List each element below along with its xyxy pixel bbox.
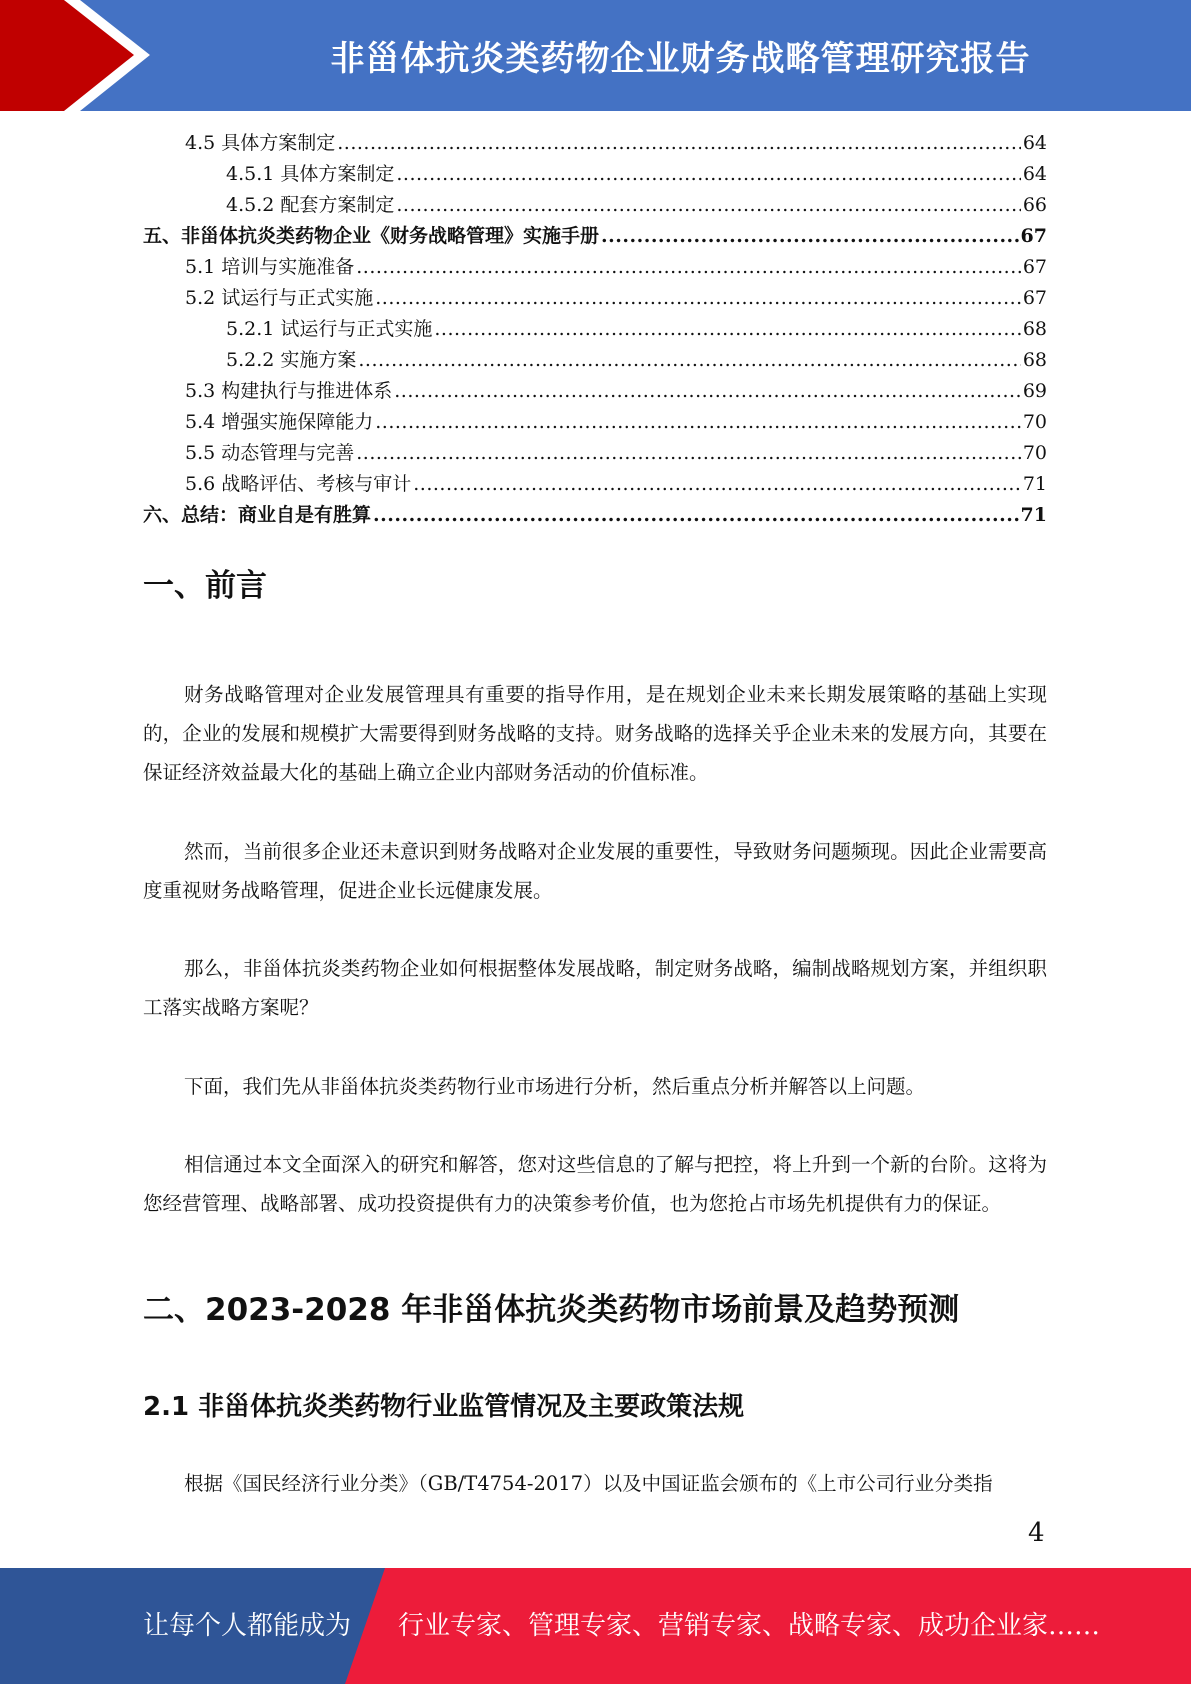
paragraph: 根据《国民经济行业分类》（GB/T4754-2017）以及中国证监会颁布的《上市公司行业分类指 (184, 1472, 993, 1495)
paragraph: 然而，当前很多企业还未意识到财务战略对企业发展的重要性，导致财务问题频现。因此企业需要高度重视财务战略管理，促进企业长远健康发展。 (143, 840, 1047, 902)
toc-entry-label: 5.5 动态管理与完善 (185, 442, 355, 464)
toc-entry[interactable] (143, 128, 1047, 159)
toc-entry-page: 70 (1022, 411, 1047, 433)
toc-dot-leader (373, 500, 1019, 531)
toc-entry-label: 4.5 具体方案制定 (185, 132, 336, 154)
toc-entry-label: 五、非甾体抗炎类药物企业《财务战略管理》实施手册 (143, 225, 600, 247)
toc-entry[interactable] (143, 252, 1047, 283)
toc-dot-leader (601, 221, 1019, 252)
toc-entry-label: 5.3 构建执行与推进体系 (185, 380, 393, 402)
toc-dot-leader (413, 469, 1021, 500)
paragraph: 相信通过本文全面深入的研究和解答，您对这些信息的了解与把控，将上升到一个新的台阶。这将为您经营管理、战略部署、成功投资提供有力的决策参考价值，也为您抢占市场先机提供有力的保证。 (143, 1153, 1047, 1215)
toc-entry[interactable] (143, 469, 1047, 500)
section-title-market: 二、2023-2028 年非甾体抗炎类药物市场前景及趋势预测 (143, 1292, 960, 1328)
toc-entry-label: 5.1 培训与实施准备 (185, 256, 355, 278)
toc-entry[interactable] (143, 345, 1047, 376)
toc-dot-leader (337, 128, 1021, 159)
toc-entry[interactable] (143, 376, 1047, 407)
toc-dot-leader (396, 190, 1020, 221)
toc-entry-page: 71 (1020, 504, 1047, 526)
footer-slogan-right: 行业专家、管理专家、营销专家、战略专家、成功企业家…… (398, 1611, 1101, 1641)
toc-entry-page: 66 (1022, 194, 1047, 216)
paragraph: 那么，非甾体抗炎类药物企业如何根据整体发展战略，制定财务战略，编制战略规划方案，并组织职工落实战略方案呢？ (143, 957, 1047, 1019)
toc-entry-page: 67 (1022, 256, 1047, 278)
toc-entry[interactable] (143, 283, 1047, 314)
header-banner (0, 0, 1191, 111)
toc-entry-page: 69 (1022, 380, 1047, 402)
page-number: 4 (1028, 1518, 1045, 1548)
toc-entry-page: 68 (1022, 318, 1047, 340)
toc-entry-label: 5.6 战略评估、考核与审计 (185, 473, 412, 495)
toc-entry-page: 71 (1022, 473, 1047, 495)
toc-dot-leader (434, 314, 1020, 345)
toc-entry[interactable] (143, 314, 1047, 345)
toc-entry-label: 4.5.2 配套方案制定 (226, 194, 395, 216)
toc-entry-page: 68 (1022, 349, 1047, 371)
footer-slogan-left: 让每个人都能成为 (143, 1611, 352, 1641)
subsection-title: 2.1 非甾体抗炎类药物行业监管情况及主要政策法规 (143, 1392, 745, 1422)
paragraph: 下面，我们先从非甾体抗炎类药物行业市场进行分析，然后重点分析并解答以上问题。 (184, 1075, 926, 1098)
toc-entry-page: 64 (1022, 163, 1047, 185)
toc-entry-page: 67 (1020, 225, 1047, 247)
toc-entry-label: 5.2.2 实施方案 (226, 349, 357, 371)
toc-entry[interactable] (143, 500, 1047, 531)
toc-entry-label: 5.2 试运行与正式实施 (185, 287, 374, 309)
toc-entry-page: 70 (1022, 442, 1047, 464)
toc-entry-page: 64 (1022, 132, 1047, 154)
header-arrow-icon (0, 0, 160, 111)
toc-entry[interactable] (143, 190, 1047, 221)
section-title-preface: 一、前言 (143, 568, 267, 604)
toc-dot-leader (356, 252, 1021, 283)
paragraph: 财务战略管理对企业发展管理具有重要的指导作用，是在规划企业未来长期发展策略的基础上实现的，企业的发展和规模扩大需要得到财务战略的支持。财务战略的选择关乎企业未来的发展方向，其要在保证经济效益最大化的基础上确立企业内部财务活动的价值标准。 (143, 683, 1047, 784)
toc-dot-leader (358, 345, 1020, 376)
toc-dot-leader (375, 407, 1021, 438)
toc-dot-leader (375, 283, 1021, 314)
toc-entry[interactable] (143, 159, 1047, 190)
toc-entry-label: 六、总结：商业自是有胜算 (143, 504, 372, 526)
toc-entry-page: 67 (1022, 287, 1047, 309)
header-title: 非甾体抗炎类药物企业财务战略管理研究报告 (330, 39, 1031, 79)
toc-entry-label: 4.5.1 具体方案制定 (226, 163, 395, 185)
toc-dot-leader (356, 438, 1021, 469)
toc-entry[interactable] (143, 221, 1047, 252)
footer-banner (0, 1568, 1191, 1684)
table-of-contents (143, 128, 1047, 531)
toc-entry-label: 5.4 增强实施保障能力 (185, 411, 374, 433)
toc-entry-label: 5.2.1 试运行与正式实施 (226, 318, 433, 340)
toc-entry[interactable] (143, 407, 1047, 438)
toc-entry[interactable] (143, 438, 1047, 469)
toc-dot-leader (396, 159, 1020, 190)
toc-dot-leader (394, 376, 1021, 407)
